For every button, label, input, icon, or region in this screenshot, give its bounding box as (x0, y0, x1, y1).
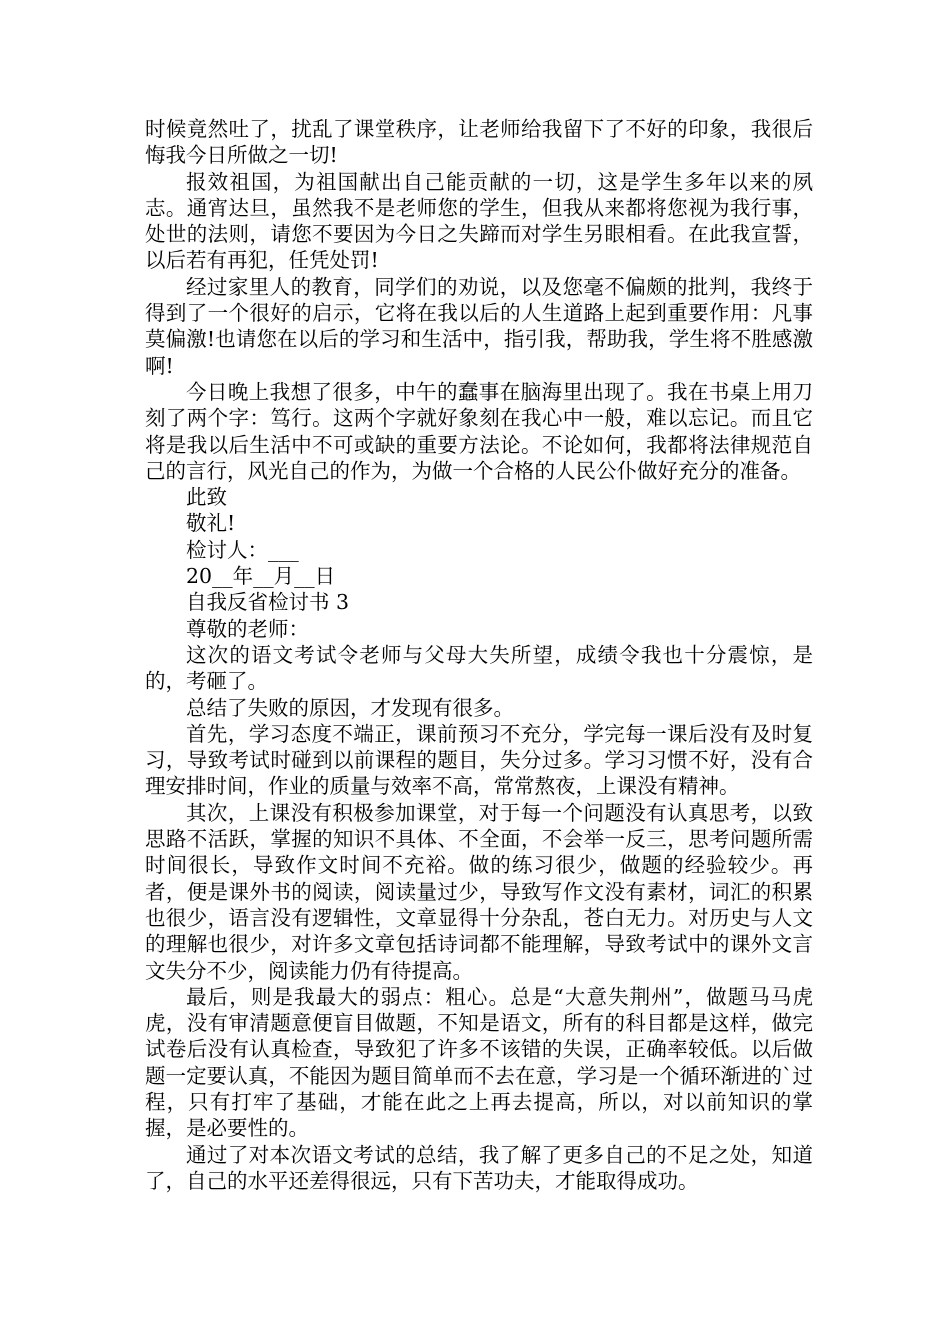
paragraph-3: 经过家里人的教育，同学们的劝说，以及您毫不偏颇的批判，我终于得到了一个很好的启示，它将在我以后的人生道路上起到重要作用：凡事莫偏激!也请您在以后的学习和生活中，指引我，帮助我，学生将不胜感激啊! (145, 274, 813, 378)
signature-line: 检讨人：___ (186, 537, 299, 562)
paragraph-14: 其次，上课没有积极参加课堂，对于每一个问题没有认真思考，以致思路不活跃，掌握的知识不具体、不全面，不会举一反三，思考问题所需时间很长，导致作文时间不充裕。做的练习很少，做题的经验较少。再者，便是课外书的阅读，阅读量过少，导致写作文没有素材，词汇的积累也很少，语言没有逻辑性，文章显得十分杂乱，苍白无力。对历史与人文的理解也很少，对许多文章包括诗词都不能理解，导致考试中的课外文言文失分不少，阅读能力仍有待提高。 (145, 800, 813, 983)
paragraph-12: 总结了失败的原因，才发现有很多。 (186, 695, 514, 720)
date-line: 20__年__月__日 (186, 564, 336, 589)
closing-respect: 敬礼! (186, 511, 236, 536)
document-body (145, 116, 813, 1194)
paragraph-1: 时候竟然吐了，扰乱了课堂秩序，让老师给我留下了不好的印象，我很后悔我今日所做之一切! (145, 117, 813, 168)
paragraph-15: 最后，则是我最大的弱点：粗心。总是“大意失荆州”，做题马马虎虎，没有审清题意便盲目做题，不知是语文，所有的科目都是这样，做完试卷后没有认真检查，导致犯了许多不该错的失误，正确率较低。以后做题一定要认真，不能因为题目简单而不去在意，学习是一个循环渐进的`过程，只有打牢了基础，才能在此之上再去提高，所以，对以前知识的掌握，是必要性的。 (145, 984, 813, 1141)
closing-salutation: 此致 (186, 485, 227, 510)
greeting: 尊敬的老师： (186, 616, 309, 641)
paragraph-11: 这次的语文考试令老师与父母大失所望，成绩令我也十分震惊，是的，考砸了。 (145, 642, 813, 694)
paragraph-16: 通过了对本次语文考试的总结，我了解了更多自己的不足之处，知道了，自己的水平还差得很远，只有下苦功夫，才能取得成功。 (145, 1142, 813, 1193)
section-heading: 自我反省检讨书 3 (186, 590, 350, 615)
paragraph-4: 今日晚上我想了很多，中午的蠢事在脑海里出现了。我在书桌上用刀刻了两个字：笃行。这两个字就好象刻在我心中一般，难以忘记。而且它将是我以后生活中不可或缺的重要方法论。不论如何，我都将法律规范自己的言行，风光自己的作为，为做一个合格的人民公仆做好充分的准备。 (145, 379, 813, 483)
paragraph-2: 报效祖国，为祖国献出自己能贡献的一切，这是学生多年以来的夙志。通宵达旦，虽然我不是老师您的学生，但我从来都将您视为我行事，处世的法则，请您不要因为今日之失蹄而对学生另眼相看。在此我宣誓，以后若有再犯，任凭处罚! (145, 169, 813, 273)
paragraph-13: 首先，学习态度不端正，课前预习不充分，学完每一课后没有及时复习，导致考试时碰到以前课程的题目，失分过多。学习习惯不好，没有合理安排时间，作业的质量与效率不高，常常熬夜，上课没有精神。 (145, 721, 813, 799)
